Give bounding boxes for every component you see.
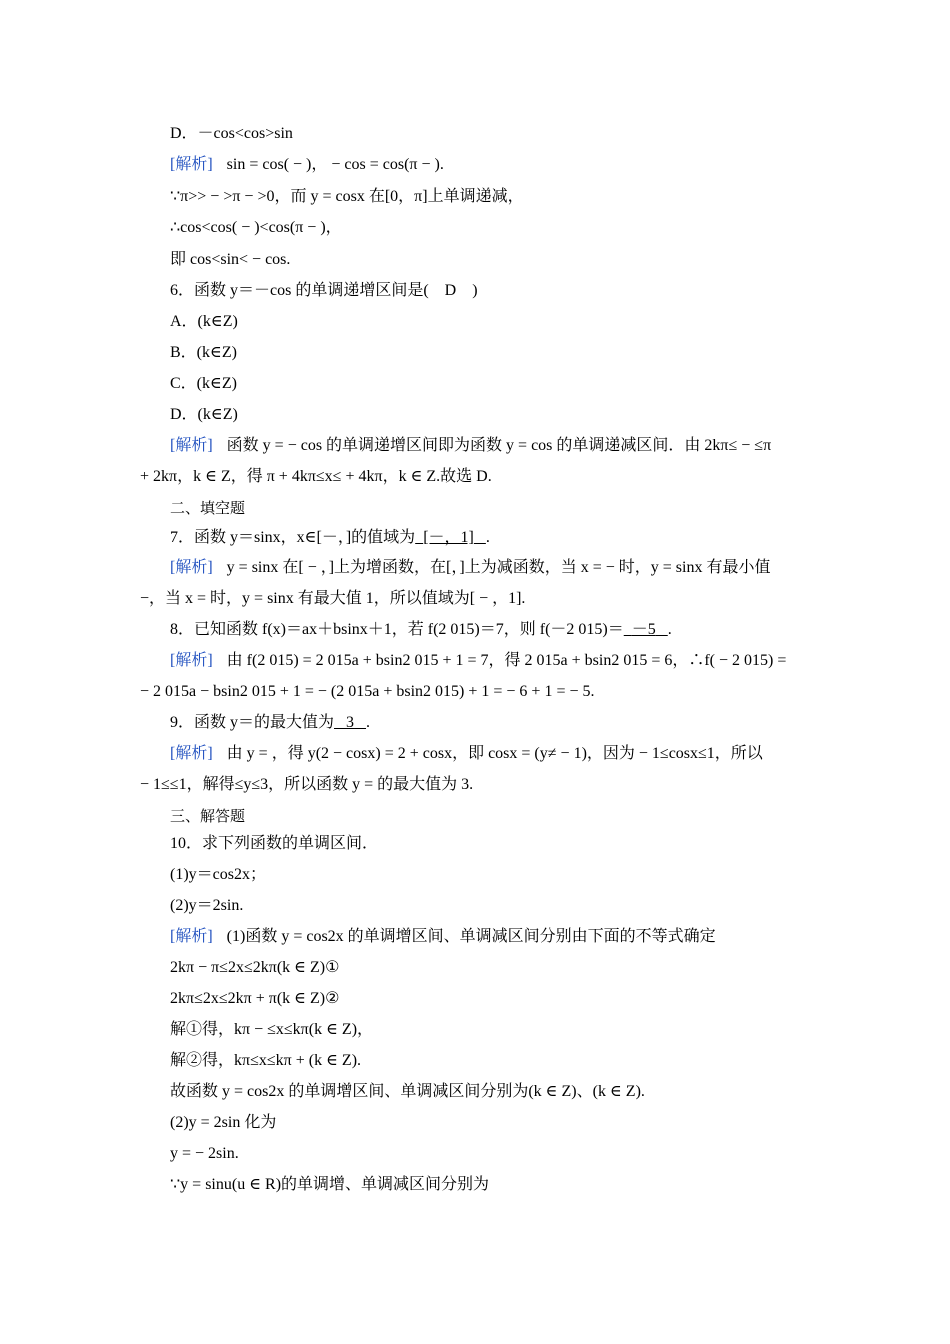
analysis-tag: [解析] [170, 652, 213, 669]
option-a: A．(k∈Z) [170, 313, 238, 330]
text-line: + 2kπ，k ∈ Z，得 π + 4kπ≤x≤ + 4kπ，k ∈ Z.故选 D. [140, 468, 492, 485]
analysis-line: [解析] (1)函数 y = cos2x 的单调增区间、单调减区间分别由下面的不等式确定 [170, 928, 716, 945]
option-d-prev: D．－cos<cos>sin [170, 125, 293, 142]
sub-question-1: (1)y＝cos2x； [170, 866, 266, 883]
text-line: (2)y = 2sin 化为 [170, 1114, 277, 1131]
text-line: 解②得，kπ≤x≤kπ + (k ∈ Z). [170, 1052, 362, 1069]
section-heading-fill-blank: 二、填空题 [170, 499, 246, 517]
question-7: 7．函数 y＝sinx，x∈[－，]的值域为 [－，1] . [170, 529, 490, 546]
analysis-tag: [解析] [170, 437, 213, 454]
text-line: ∵y = sinu(u ∈ R)的单调增、单调减区间分别为 [170, 1176, 490, 1193]
option-c: C．(k∈Z) [170, 375, 237, 392]
text-line: −，当 x = 时，y = sinx 有最大值 1，所以值域为[ − ，1]. [140, 590, 526, 607]
analysis-tag: [解析] [170, 928, 213, 945]
answer-blank: －5 [631, 621, 656, 638]
analysis-tag: [解析] [170, 156, 213, 173]
analysis-line: [解析] sin = cos( − )， − cos = cos(π − ). [170, 156, 444, 173]
analysis-line: [解析] 由 f(2 015) = 2 015a + bsin2 015 + 1 = 7，得 2 015a + bsin2 015 = 6，∴f( − 2 015) = [170, 652, 787, 669]
analysis-tag: [解析] [170, 745, 213, 762]
question-10: 10．求下列函数的单调区间． [170, 835, 379, 852]
text-line: 解①得，kπ − ≤x≤kπ(k ∈ Z)， [170, 1021, 374, 1038]
sub-question-2: (2)y＝2sin. [170, 897, 244, 914]
text-line: ∵π>> − >π − >0，而 y = cosx 在[0，π]上单调递减， [170, 188, 524, 205]
text-line: 故函数 y = cos2x 的单调增区间、单调减区间分别为(k ∈ Z)、(k ∈ Z). [170, 1083, 645, 1100]
answer-blank: [－，1] [423, 529, 474, 546]
text-line: 即 cos<sin< − cos. [170, 251, 291, 268]
text-line: − 2 015a − bsin2 015 + 1 = − (2 015a + bsin2 015) + 1 = − 6 + 1 = − 5. [140, 683, 595, 700]
question-6: 6．函数 y＝－cos 的单调递增区间是( D ) [170, 282, 478, 299]
analysis-line: [解析] y = sinx 在[ − ，]上为增函数，在[，]上为减函数，当 x = − 时，y = sinx 有最小值 [170, 559, 771, 576]
option-b: B．(k∈Z) [170, 344, 237, 361]
analysis-tag: [解析] [170, 559, 213, 576]
text-line: y = − 2sin. [170, 1145, 239, 1162]
answer-blank: 3 [346, 714, 355, 731]
text-line: 2kπ≤2x≤2kπ + π(k ∈ Z)② [170, 990, 340, 1007]
question-9: 9．函数 y＝的最大值为 3 . [170, 714, 371, 731]
text-line: 2kπ − π≤2x≤2kπ(k ∈ Z)① [170, 959, 340, 976]
text-line: − 1≤≤1，解得≤y≤3，所以函数 y = 的最大值为 3. [140, 776, 474, 793]
section-heading-answers: 三、解答题 [170, 807, 246, 825]
option-d: D．(k∈Z) [170, 406, 238, 423]
analysis-line: [解析] 由 y = ，得 y(2 − cosx) = 2 + cosx，即 cosx = (y≠ − 1)，因为 − 1≤cosx≤1，所以 [170, 745, 763, 762]
text-line: ∴cos<cos( − )<cos(π − )， [170, 219, 342, 236]
question-8: 8．已知函数 f(x)＝ax＋bsinx＋1，若 f(2 015)＝7，则 f(－2 015)＝ －5 . [170, 621, 672, 638]
analysis-line: [解析] 函数 y = − cos 的单调递增区间即为函数 y = cos 的单调递减区间．由 2kπ≤ − ≤π [170, 437, 772, 454]
